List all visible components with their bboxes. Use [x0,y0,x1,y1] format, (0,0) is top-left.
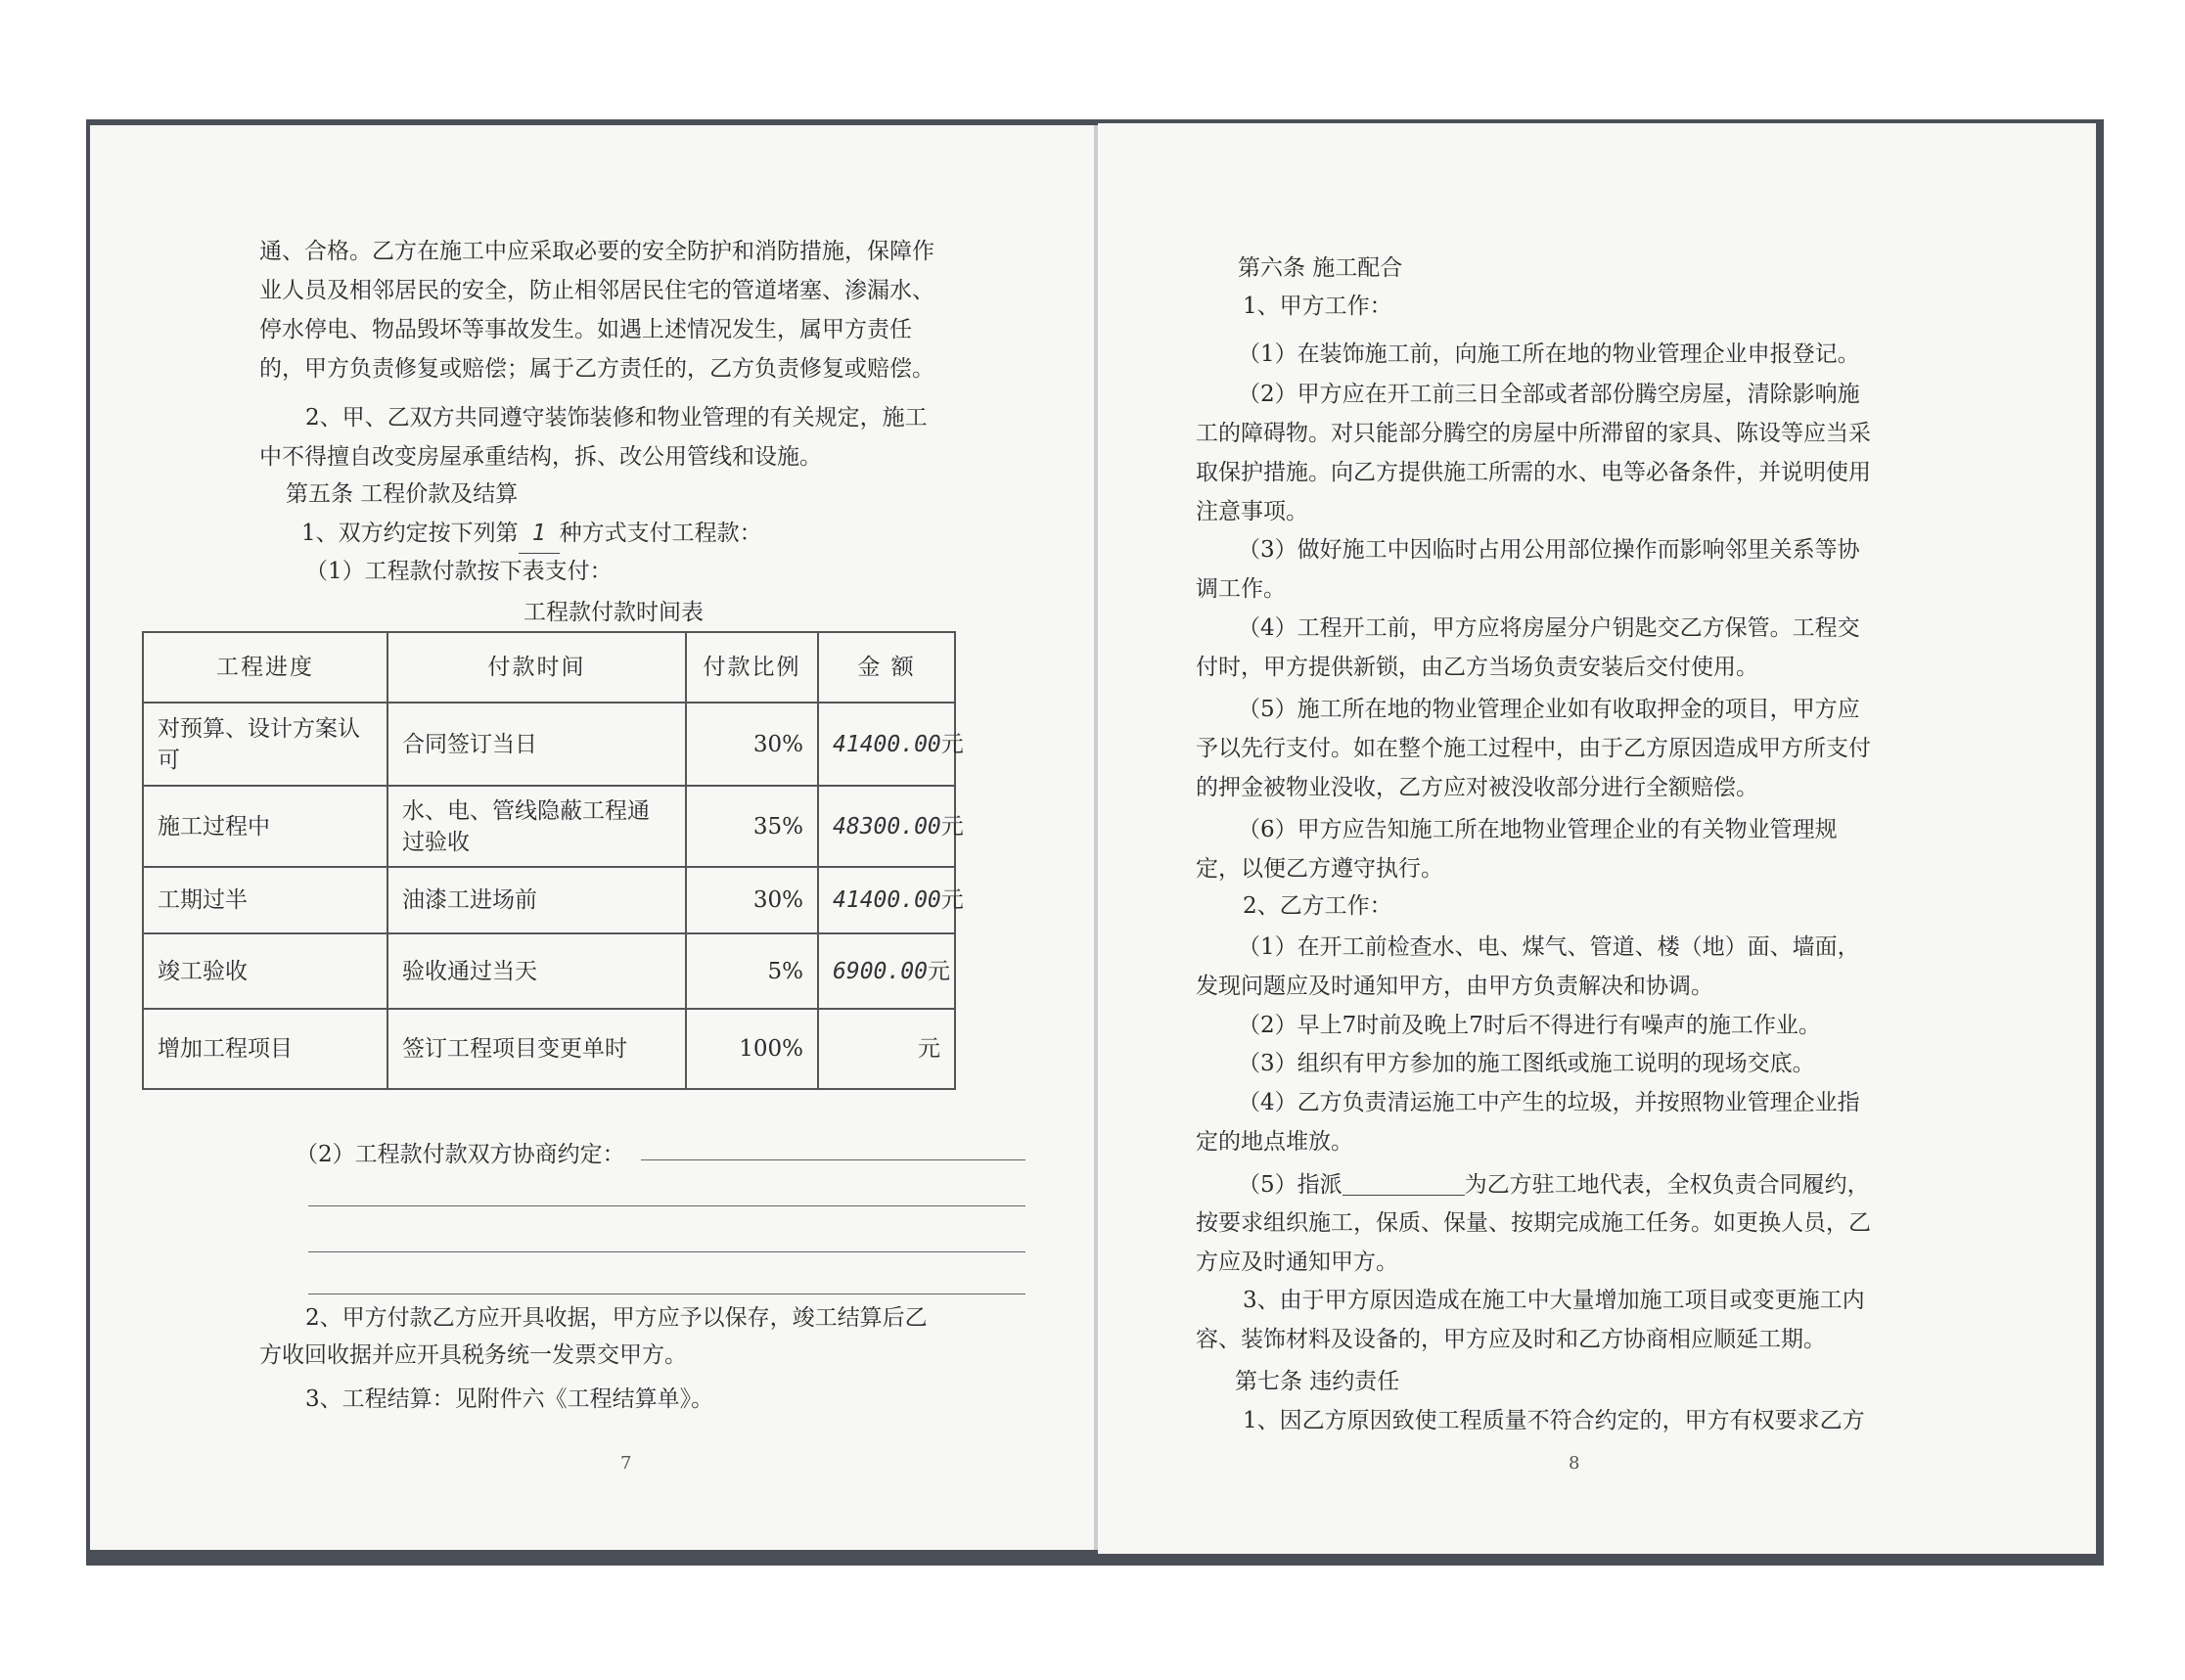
party-a-title: 1、甲方工作： [1243,294,1392,319]
a-item-4b: 付时，甲方提供新锁，由乙方当场负责安装后交付使用。 [1196,655,1758,680]
table-row [143,933,955,1009]
cell-progress: 工期过半 [143,867,387,933]
b-item-4 [1238,1083,1860,1122]
cell-ratio: 35% [686,786,818,867]
header-time: 付款时间 [387,632,686,703]
text-line: （6）甲方应告知施工所在地物业管理企业的有关物业管理规 [1238,817,1838,842]
a-item-3 [1238,530,1860,569]
text-line: 通、合格。乙方在施工中应采取必要的安全防护和消防措施，保障作 [259,239,934,264]
table-row [143,867,955,933]
cell-ratio: 30% [686,867,818,933]
b-item-2: （2）早上7时前及晚上7时后不得进行有噪声的施工作业。 [1238,1013,1821,1038]
table-header-row [143,632,955,703]
method-number-field: 1 [519,514,560,554]
item-3 [1243,1281,1865,1320]
handwritten-amount: 41400.00 [833,887,941,913]
item-7-1: 1、因乙方原因致使工程质量不符合约定的，甲方有权要求乙方 [1243,1408,1865,1433]
text-line: 的押金被物业没收，乙方应对被没收部分进行全额赔偿。 [1196,775,1758,800]
text-segment: （5）指派 [1238,1172,1343,1198]
currency-unit: 元 [940,731,964,757]
a-item-2 [1238,375,1860,414]
payment-schedule-table [142,631,964,1090]
text-line: 注意事项。 [1196,499,1308,524]
article-7-title: 第七条 违约责任 [1235,1369,1400,1394]
a-item-3b: 调工作。 [1196,576,1286,602]
page-number: 7 [620,1453,632,1474]
cell-amount [818,933,955,1009]
b-item-3: （3）组织有甲方参加的施工图纸或施工说明的现场交底。 [1238,1051,1815,1076]
page-number: 8 [1569,1453,1580,1474]
sub-item-1: （1）工程款付款按下表支付： [305,559,613,584]
blank-line [308,1251,1025,1252]
blank-line [308,1205,1025,1206]
handwritten-amount: 41400.00 [833,731,941,757]
left-para-4: 3、工程结算：见附件六《工程结算单》。 [305,1386,714,1412]
b-item-4b: 定的地点堆放。 [1196,1129,1353,1155]
text-segment: 1、双方约定按下列第 [301,521,519,546]
blank-line [641,1159,1025,1160]
left-para-2b [259,437,822,477]
text-line: （5）施工所在地的物业管理企业如有收取押金的项目，甲方应 [1238,697,1860,722]
table-title: 工程款付款时间表 [523,600,704,625]
table-row [143,1009,955,1089]
article-5-title: 第五条 工程价款及结算 [286,481,519,507]
text-segment: 种方式支付工程款： [559,521,762,546]
text-line: 3、由于甲方原因造成在施工中大量增加施工项目或变更施工内 [1243,1288,1865,1313]
left-para-1 [259,232,934,388]
a-item-1: （1）在装饰施工前，向施工所在地的物业管理企业申报登记。 [1238,341,1860,367]
text-line: （1）在开工前检查水、电、煤气、管道、楼（地）面、墙面， [1238,934,1860,960]
cell-time: 合同签订当日 [387,703,686,786]
table-row [143,786,955,867]
b-item-1 [1238,928,1860,967]
representative-blank [1343,1171,1465,1196]
text-line: 2、甲、乙双方共同遵守装饰装修和物业管理的有关规定，施工 [305,405,928,431]
header-ratio: 付款比例 [686,632,818,703]
currency-unit: 元 [918,1036,940,1062]
cell-amount [818,867,964,933]
cell-progress: 竣工验收 [143,933,387,1009]
header-amount: 金 额 [818,632,955,703]
cell-progress: 对预算、设计方案认可 [143,703,387,786]
cell-time: 油漆工进场前 [387,867,686,933]
sub-item-2: （2）工程款付款双方协商约定： [296,1142,625,1167]
cell-ratio: 30% [686,703,818,786]
text-line: 取保护措施。向乙方提供施工所需的水、电等必备条件，并说明使用 [1196,460,1871,485]
cell-progress: 施工过程中 [143,786,387,867]
handwritten-amount: 6900.00 [833,958,928,984]
b-item-1b: 发现问题应及时通知甲方，由甲方负责解决和协调。 [1196,974,1713,999]
table-row [143,703,955,786]
left-para-3b [259,1336,687,1375]
a-item-4 [1238,609,1860,648]
text-line: 方应及时通知甲方。 [1196,1249,1398,1275]
text-line: （4）工程开工前，甲方应将房屋分户钥匙交乙方保管。工程交 [1238,615,1860,641]
text-line: 2、甲方付款乙方应开具收据，甲方应予以保存，竣工结算后乙 [305,1305,928,1331]
cell-amount [818,703,964,786]
text-line: （4）乙方负责清运施工中产生的垃圾，并按照物业管理企业指 [1238,1090,1860,1115]
b-item-5b [1196,1203,1871,1282]
text-line: 予以先行支付。如在整个施工过程中，由于乙方原因造成甲方所支付 [1196,736,1871,761]
cell-amount [818,786,964,867]
left-para-2 [305,398,928,437]
text-line: （3）做好施工中因临时占用公用部位操作而影响邻里关系等协 [1238,537,1860,563]
text-line: 工的障碍物。对只能部分腾空的房屋中所滞留的家具、陈设等应当采 [1196,421,1871,446]
cell-time: 验收通过当天 [387,933,686,1009]
text-line: 中不得擅自改变房屋承重结构，拆、改公用管线和设施。 [259,444,822,470]
cell-amount [818,1009,955,1089]
article-6-title: 第六条 施工配合 [1238,255,1403,281]
payment-method-line [301,514,762,554]
text-line: （2）甲方应在开工前三日全部或者部份腾空房屋，清除影响施 [1238,382,1860,407]
text-line: 方收回收据并应开具税务统一发票交甲方。 [259,1342,687,1368]
cell-progress: 增加工程项目 [143,1009,387,1089]
header-progress: 工程进度 [143,632,387,703]
currency-unit: 元 [927,958,950,984]
cell-ratio: 100% [686,1009,818,1089]
party-b-title: 2、乙方工作： [1243,893,1392,919]
b-item-5 [1238,1165,1870,1204]
cell-time: 水、电、管线隐蔽工程通过验收 [387,786,686,867]
text-line: 的，甲方负责修复或赔偿；属于乙方责任的，乙方负责修复或赔偿。 [259,356,934,382]
a-item-6b: 定，以便乙方遵守执行。 [1196,856,1443,882]
a-item-5 [1238,690,1860,729]
text-line: 业人员及相邻居民的安全，防止相邻居民住宅的管道堵塞、渗漏水、 [259,278,934,303]
currency-unit: 元 [940,813,964,840]
text-line: 按要求组织施工，保质、保量、按期完成施工任务。如更换人员，乙 [1196,1210,1871,1236]
item-3b: 容、装饰材料及设备的，甲方应及时和乙方协商相应顺延工期。 [1196,1327,1826,1352]
currency-unit: 元 [940,887,964,913]
a-item-6 [1238,810,1838,849]
cell-ratio: 5% [686,933,818,1009]
text-line: 停水停电、物品毁坏等事故发生。如遇上述情况发生，属甲方责任 [259,317,912,342]
left-para-3 [305,1298,928,1338]
a-item-2b [1196,414,1871,531]
cell-time: 签订工程项目变更单时 [387,1009,686,1089]
handwritten-amount: 48300.00 [833,813,941,840]
text-segment: 为乙方驻工地代表，全权负责合同履约， [1464,1172,1870,1198]
a-item-5b [1196,729,1871,807]
